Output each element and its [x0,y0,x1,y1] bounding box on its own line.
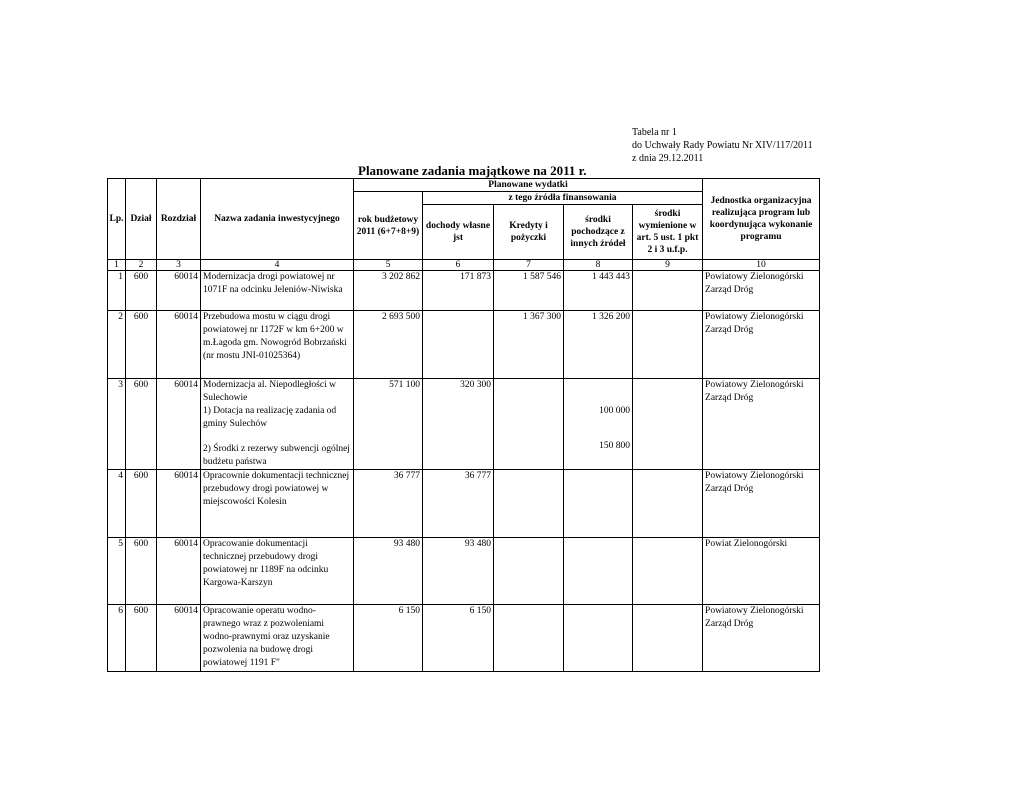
cell-jednostka: Powiat Zielonogórski [703,538,820,605]
cell-dochody: 320 300 [423,379,494,470]
srodki-sub-1: 100 000 [599,406,630,416]
header-z-tego: z tego źródła finansowania [423,192,703,205]
cell-dzial: 600 [126,311,157,379]
cell-nazwa: Opracowanie dokumentacji technicznej przebudowy drogi powiatowej nr 1189F na odcinku Kargowa-Karszyn [201,538,354,605]
cell-lp: 3 [108,379,126,470]
cell-rozdzial: 60014 [157,311,201,379]
note-line-3: z dnia 29.12.2011 [632,153,704,164]
cell-srodki-inne [564,605,633,672]
note-line-1: Tabela nr 1 [632,127,677,138]
cell-rozdzial: 60014 [157,271,201,311]
col-number: 1 [108,260,126,271]
cell-srodki-art [633,538,703,605]
cell-nazwa: Opracownie dokumentacji technicznej przebudowy drogi powiatowej w miejscowości Kolesin [201,470,354,538]
header-rok: rok budżetowy 2011 (6+7+8+9) [354,192,423,260]
header-dzial: Dział [126,179,157,260]
cell-lp: 2 [108,311,126,379]
table-row [108,538,820,605]
col-number: 9 [633,260,703,271]
note-line-2: do Uchwały Rady Powiatu Nr XIV/117/2011 [632,140,813,151]
table-row [108,271,820,311]
cell-rozdzial: 60014 [157,379,201,470]
cell-rozdzial: 60014 [157,538,201,605]
cell-srodki-art [633,271,703,311]
cell-srodki-art [633,605,703,672]
cell-lp: 4 [108,470,126,538]
header-srodki-art: środki wymienione w art. 5 ust. 1 pkt 2 i 3 u.f.p. [633,205,703,260]
header-kredyty: Kredyty i pożyczki [494,205,564,260]
header-rozdzial: Rozdział [157,179,201,260]
cell-jednostka: Powiatowy Zielonogórski Zarząd Dróg [703,311,820,379]
cell-nazwa [201,379,354,470]
table-row [108,470,820,538]
srodki-sub-2: 150 800 [599,441,630,451]
header-nazwa: Nazwa zadania inwestycyjnego [201,179,354,260]
task-name: Modernizacja al. Niepodległości w Sulechowie [203,380,336,403]
cell-dzial: 600 [126,470,157,538]
cell-dzial: 600 [126,271,157,311]
col-number: 2 [126,260,157,271]
cell-dochody [423,311,494,379]
cell-rok: 93 480 [354,538,423,605]
cell-dochody: 6 150 [423,605,494,672]
cell-nazwa: Opracowanie operatu wodno-prawnego wraz z pozwoleniami wodno-prawnymi oraz uzyskanie pozwolenia na budowę drogi powiatowej 1191 F" [201,605,354,672]
cell-lp: 5 [108,538,126,605]
cell-srodki-art [633,379,703,470]
cell-kredyty [494,538,564,605]
cell-kredyty [494,470,564,538]
col-number: 6 [423,260,494,271]
table-row [108,605,820,672]
cell-jednostka: Powiatowy Zielonogórski Zarząd Dróg [703,605,820,672]
cell-rok: 571 100 [354,379,423,470]
cell-nazwa: Modernizacja drogi powiatowej nr 1071F na odcinku Jeleniów-Niwiska [201,271,354,311]
cell-jednostka: Powiatowy Zielonogórski Zarząd Dróg [703,470,820,538]
cell-srodki-inne [564,470,633,538]
cell-dzial: 600 [126,605,157,672]
cell-lp: 1 [108,271,126,311]
cell-kredyty: 1 367 300 [494,311,564,379]
cell-srodki-inne [564,538,633,605]
col-number: 10 [703,260,820,271]
col-number: 3 [157,260,201,271]
cell-rok: 36 777 [354,470,423,538]
header-lp: Lp. [108,179,126,260]
table-row [108,311,820,379]
cell-srodki-inne: 1 326 200 [564,311,633,379]
cell-dochody: 93 480 [423,538,494,605]
header-jednostka: Jednostka organizacyjna realizująca program lub koordynująca wykonanie programu [703,179,820,260]
cell-rok: 3 202 862 [354,271,423,311]
header-dochody: dochody własne jst [423,205,494,260]
page-title: Planowane zadania majątkowe na 2011 r. [358,163,587,178]
cell-srodki-art [633,470,703,538]
cell-dzial: 600 [126,538,157,605]
cell-nazwa: Przebudowa mostu w ciągu drogi powiatowej nr 1172F w km 6+200 w m.Łagoda gm. Nowogród Bobrzański (nr mostu JNI-01025364) [201,311,354,379]
cell-jednostka: Powiatowy Zielonogórski Zarząd Dróg [703,379,820,470]
cell-dochody: 36 777 [423,470,494,538]
cell-srodki-inne: 1 443 443 [564,271,633,311]
cell-srodki-inne [564,379,633,470]
investment-table [107,178,820,672]
cell-rozdzial: 60014 [157,470,201,538]
task-sub-1: 1) Dotacja na realizację zadania od gminy Sulechów [203,406,337,429]
cell-srodki-art [633,311,703,379]
cell-dzial: 600 [126,379,157,470]
cell-kredyty [494,379,564,470]
cell-kredyty [494,605,564,672]
col-number: 8 [564,260,633,271]
header-srodki-inne: środki pochodzące z innych źródeł [564,205,633,260]
cell-kredyty: 1 587 546 [494,271,564,311]
col-number: 4 [201,260,354,271]
cell-lp: 6 [108,605,126,672]
cell-rok: 2 693 500 [354,311,423,379]
cell-rok: 6 150 [354,605,423,672]
resolution-note [632,126,813,165]
table-row [108,379,820,470]
cell-rozdzial: 60014 [157,605,201,672]
task-sub-2: 2) Środki z rezerwy subwencji ogólnej budżetu państwa [203,444,350,467]
header-planowane: Planowane wydatki [354,179,703,192]
cell-dochody: 171 873 [423,271,494,311]
col-number: 5 [354,260,423,271]
cell-jednostka: Powiatowy Zielonogórski Zarząd Dróg [703,271,820,311]
col-number: 7 [494,260,564,271]
